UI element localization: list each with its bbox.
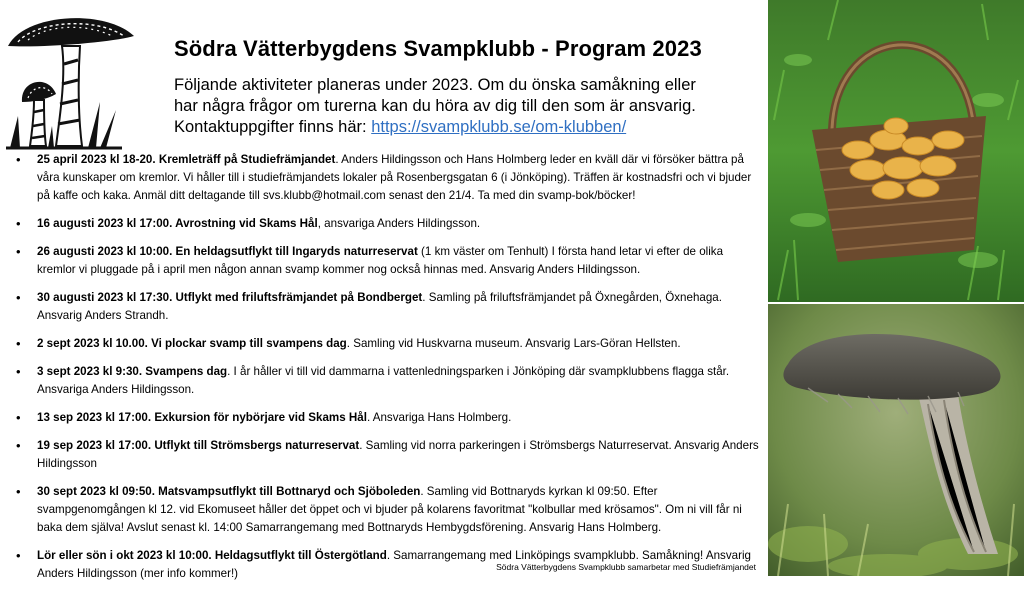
- event-details: . Samling vid Huskvarna museum. Ansvarig Lars-Göran Hellsten.: [346, 337, 681, 350]
- event-item: [16, 437, 764, 473]
- event-details: . I år håller vi till vid dammarna i vattenledningsparken i Jönköping där svampklubbens flagga står. Ansvariga Anders Hildingsson.: [37, 365, 730, 396]
- event-title: 30 augusti 2023 kl 17:30. Utflykt med friluftsfrämjandet på Bondberget: [37, 291, 423, 304]
- event-title: 3 sept 2023 kl 9:30. Svampens dag: [37, 365, 228, 378]
- event-details: . Samling på friluftsfrämjandet på Öxnegården, Öxnehaga. Ansvarig Anders Strandh.: [37, 291, 722, 322]
- grey-mushroom-photo: [768, 304, 1024, 576]
- event-title: Lör eller sön i okt 2023 kl 10:00. Heldagsutflykt till Östergötland: [37, 549, 387, 562]
- event-details: (1 km väster om Tenhult) I första hand letar vi efter de olika kremlor vi pluggade på i april men någon annan svamp kommer nog också hinnas med. Ansvarig Anders Hildingsson.: [37, 245, 724, 276]
- intro-line: [174, 117, 754, 138]
- event-details: . Samling vid Bottnaryds kyrkan kl 09:50. Efter svampgenomgången kl 12. vid Ekomuseet håller det öppet och vi bjuder på kolarens favoritmat "kolbullar med krösamos". Om ni vill får ni baka dem själva! Avslut senast kl. 14:00 Samarrangemang med Bottnaryds Hembygdsförening. Ansvarig Hans Holmberg.: [37, 485, 742, 534]
- event-title: 26 augusti 2023 kl 10:00. En heldagsutflykt till Ingaryds naturreservat: [37, 245, 418, 258]
- event-details: . Samling vid norra parkeringen i Strömsbergs Naturreservat. Ansvarig Anders Hildingsson: [37, 439, 759, 470]
- contact-label: Kontaktuppgifter finns här:: [174, 118, 372, 136]
- intro-line: Följande aktiviteter planeras under 2023. Om du önska samåkning eller: [174, 76, 696, 94]
- intro-text: [174, 75, 754, 138]
- mushroom-logo-illustration: [4, 6, 138, 152]
- event-details: . Samarrangemang med Linköpings svampklubb. Samåkning! Ansvarig Anders Hildingsson (mer info kommer!): [37, 549, 751, 580]
- event-details: , ansvariga Anders Hildingsson.: [317, 217, 481, 230]
- event-item: [16, 151, 764, 205]
- event-details: . Anders Hildingsson och Hans Holmberg leder en kväll där vi försöker bättra på våra kunskaper om kremlor. Vi håller till i studiefrämjandets lokaler på Rosenbergsgatan 6 (i Jönköping). Träffen är kostnadsfri och vi bjuder på kaffe och kaka. Anmäl ditt deltagande till svs.klubb@hotmail.com senast den 21/4. Ta med din svamp-bok/böcker!: [37, 153, 752, 202]
- chanterelle-basket-photo: [768, 0, 1024, 302]
- event-item: [16, 483, 764, 537]
- event-list: [16, 151, 764, 593]
- event-title: 13 sep 2023 kl 17:00. Exkursion för nybörjare vid Skams Hål: [37, 411, 367, 424]
- event-title: 19 sep 2023 kl 17:00. Utflykt till Strömsbergs naturreservat: [37, 439, 360, 452]
- event-title: 25 april 2023 kl 18-20. Kremleträff på Studiefrämjandet: [37, 153, 336, 166]
- event-title: 16 augusti 2023 kl 17:00. Avrostning vid Skams Hål: [37, 217, 318, 230]
- event-item: [16, 363, 764, 399]
- event-item: [16, 215, 764, 233]
- event-item: [16, 243, 764, 279]
- event-item: [16, 409, 764, 427]
- event-title: 30 sept 2023 kl 09:50. Matsvampsutflykt till Bottnaryd och Sjöboleden: [37, 485, 421, 498]
- intro-line: har några frågor om turerna kan du höra av dig till den som är ansvarig.: [174, 97, 696, 115]
- event-item: [16, 289, 764, 325]
- footer-note: Södra Vätterbygdens Svampklubb samarbetar med Studiefrämjandet: [496, 562, 756, 572]
- event-title: 2 sept 2023 kl 10.00. Vi plockar svamp till svampens dag: [37, 337, 347, 350]
- event-details: . Ansvariga Hans Holmberg.: [366, 411, 512, 424]
- page-title: Södra Vätterbygdens Svampklubb - Program 2023: [174, 36, 702, 61]
- event-item: [16, 335, 764, 353]
- contact-link[interactable]: https://svampklubb.se/om-klubben/: [371, 118, 627, 136]
